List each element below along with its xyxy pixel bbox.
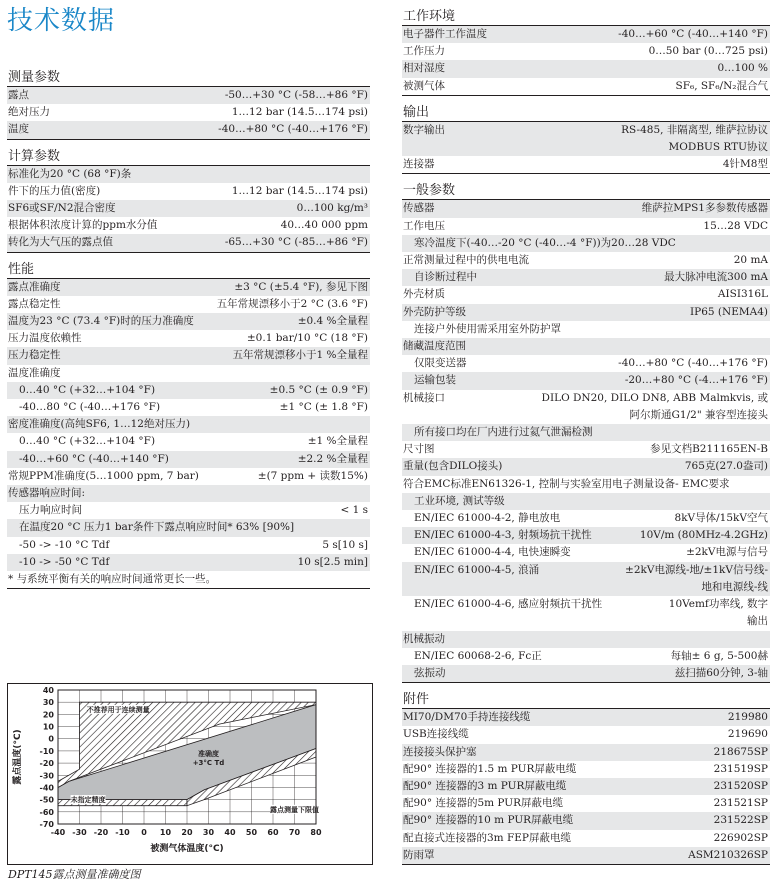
x-tick-label: 30 [202,828,215,837]
spec-label: 绝对压力 [8,106,50,119]
y-tick-label: -20 [39,759,54,769]
section-title: 附件 [402,691,770,709]
spec-value: 0…100 kg/m³ [296,202,368,215]
spec-row [7,468,370,485]
spec-value: 10V/m (80MHz-4.2GHz) [639,529,768,542]
page-title: 技术数据 [7,6,116,36]
spec-value: DILO DN20, DILO DN8, ABB Malmkvis, 或 阿尔斯通G1/2" 兼容型连接头 [541,391,768,421]
spec-label: 防雨罩 [403,848,435,861]
spec-row [7,183,370,200]
spec-row [402,372,770,389]
chart-caption: DPT145露点测量准确度图 [8,868,141,881]
spec-value: 五年常规漂移小于2 °C (3.6 °F) [216,297,368,310]
spec-value: 4针M8型 [722,158,768,171]
y-tick-label: -50 [39,795,54,805]
spec-row [7,451,370,468]
spec-value: -65…+30 °C (-85…+86 °F) [224,236,368,249]
spec-value: 1…12 bar (14.5…174 psi) [231,106,368,119]
spec-label: 仅限变送器 [414,357,467,370]
spec-label: -40…80 °C (-40…+176 °F) [19,401,161,414]
x-tick-label: 70 [288,828,301,837]
spec-row [402,424,770,441]
spec-value: ±0.4 %全量程 [297,315,368,328]
spec-label: 工业环境, 测试等级 [414,494,505,507]
spec-row [7,279,370,296]
spec-row [402,458,770,475]
accuracy-chart-svg [8,684,372,864]
spec-section [402,104,770,175]
spec-value: ±3 °C (±5.4 °F), 参见下图 [234,280,368,293]
spec-label: 正常测量过程中的供电电流 [403,254,529,267]
spec-value: 231519SP [713,762,768,775]
spec-label: EN/IEC 61000-4-5, 浪涌 [414,563,540,576]
spec-label: 密度准确度(高纯SF6, 1…12绝对压力) [8,418,191,431]
spec-label: 机械振动 [403,632,445,645]
section-title: 测量参数 [7,69,370,87]
spec-value: 219690 [727,728,768,741]
spec-label: 露点准确度 [8,280,61,293]
spec-label: 配90° 连接器的10 m PUR屏蔽电缆 [403,814,574,827]
spec-label: 传感器响应时间: [8,487,86,500]
spec-label: 连接户外使用需采用室外防护罩 [414,322,561,335]
spec-row [7,416,370,433]
spec-value: 231520SP [713,779,768,792]
spec-row [7,382,370,399]
spec-label: 0…40 °C (+32…+104 °F) [19,435,156,448]
spec-row [7,121,370,138]
y-tick-label: -60 [39,807,54,817]
section-title: 输出 [402,104,770,122]
spec-value: 最大脉冲电流300 mA [664,271,768,284]
spec-row [402,510,770,527]
spec-label: 运输包装 [414,374,456,387]
spec-label: 露点 [8,89,29,101]
spec-row [7,200,370,217]
spec-row [402,304,770,321]
spec-value: 兹扫描60分钟, 3-轴 [674,666,768,679]
spec-label: 露点稳定性 [8,297,61,310]
spec-label: 外壳材质 [403,288,445,301]
spec-rows [402,709,770,865]
spec-row [402,156,770,173]
spec-row [402,390,770,424]
spec-label: 常规PPM准确度(5…1000 ppm, 7 bar) [8,469,199,482]
spec-value: -40…+60 °C (-40…+140 °F) [618,28,768,40]
spec-row [402,355,770,372]
spec-row [402,648,770,665]
spec-value: ±1 %全量程 [307,435,368,448]
spec-row [402,269,770,286]
spec-row [402,218,770,235]
spec-value: ±0.5 °C (± 0.9 °F) [269,383,368,396]
spec-row [402,78,770,95]
spec-value: -40…+80 °C (-40…+176 °F) [218,123,368,136]
spec-row [7,519,370,536]
spec-row [402,321,770,338]
x-tick-label: -20 [93,828,109,837]
spec-label: SF6或SF/N2混合密度 [8,202,116,215]
spec-label: 配90° 连接器的1.5 m PUR屏蔽电缆 [403,762,577,775]
right-column [402,0,770,873]
spec-label: 重量(包含DILO接头) [403,460,503,473]
spec-value: -40…+80 °C (-40…+176 °F) [618,357,768,370]
spec-section [7,148,370,253]
spec-label: 外壳防护等级 [403,305,466,318]
spec-value: 0…50 bar (0…725 psi) [648,45,768,58]
spec-value: ±0.1 bar/10 °C (18 °F) [246,332,368,345]
spec-value: 5 s[10 s] [322,538,368,551]
spec-row [7,554,370,571]
spec-label: 配90° 连接器的5m PUR屏蔽电缆 [403,797,564,810]
spec-label: 根据体积浓度计算的ppm水分值 [8,219,158,232]
spec-row [7,347,370,364]
spec-row [402,744,770,761]
y-axis-label: 露点温度(°C) [13,729,23,785]
spec-row [402,441,770,458]
spec-value: 五年常规漂移小于1 %全量程 [232,349,368,362]
spec-value: 1…12 bar (14.5…174 psi) [231,184,368,197]
spec-label: 温度为23 °C (73.4 °F)时的压力准确度 [8,315,194,328]
spec-row [402,812,770,829]
spec-label: 转化为大气压的露点值 [8,236,113,249]
spec-value: AISI316L [717,288,768,301]
spec-value: 10 s[2.5 min] [297,555,368,568]
spec-row [7,296,370,313]
left-sections [7,69,370,589]
spec-label: EN/IEC 60068-2-6, Fc正 [414,649,542,662]
region-label: 准确度 [198,749,219,758]
x-tick-label: 60 [267,828,279,837]
spec-rows [7,279,370,590]
spec-label: EN/IEC 61000-4-3, 射频场抗干扰性 [414,529,592,542]
spec-label: 电子器件工作温度 [403,28,487,40]
spec-value: 219980 [727,711,768,724]
region-label: +3°C Td [192,758,225,767]
spec-label: 被测气体 [403,79,445,92]
spec-label: * 与系统平衡有关的响应时间通常更长一些。 [8,573,217,586]
spec-value: 每轴± 6 g, 5-500赫 [670,649,768,662]
spec-row [402,252,770,269]
spec-value: 0…100 % [717,62,768,75]
spec-label: 压力稳定性 [8,349,61,362]
y-tick-label: -10 [39,746,54,756]
spec-row [7,433,370,450]
spec-row [402,795,770,812]
spec-row [7,87,370,104]
spec-row [7,502,370,519]
spec-label: 连接器 [403,158,435,171]
section-title: 工作环境 [402,8,770,26]
spec-value: < 1 s [340,504,368,517]
spec-label: 温度 [8,123,29,136]
region-label: 未指定精度 [70,796,106,805]
spec-label: 弦振动 [414,666,446,679]
x-tick-label: -10 [115,828,130,837]
spec-section [7,261,370,590]
spec-rows [402,122,770,175]
x-tick-label: 80 [310,828,322,837]
spec-row [402,60,770,77]
spec-value: 231522SP [713,814,768,827]
spec-label: -40…+60 °C (-40…+140 °F) [19,452,169,465]
spec-label: EN/IEC 61000-4-4, 电快速瞬变 [414,546,571,559]
region-label: 不推荐用于连续测量 [86,705,150,714]
spec-value: 231521SP [713,797,768,810]
spec-value: -20…+80 °C (-4…+176 °F) [624,374,768,387]
spec-row [7,485,370,502]
spec-value: 10Vemf功率线, 数字 输出 [668,598,768,628]
spec-value: 参见文档B211165EN-B [650,443,768,456]
section-title: 性能 [7,261,370,279]
spec-value: 20 mA [733,254,768,267]
spec-row [402,761,770,778]
spec-row [402,631,770,648]
spec-rows [7,166,370,253]
spec-row [7,537,370,554]
spec-value: 15…28 VDC [703,219,768,232]
section-title: 计算参数 [7,148,370,166]
region-label: 露点测量下限值 [270,805,319,814]
spec-value: ±2kV电源线-地/±1kV信号线- 地和电源线-线 [625,563,768,593]
spec-row [7,365,370,382]
spec-rows [402,26,770,96]
spec-label: USB连接线缆 [403,728,469,741]
spec-row [7,217,370,234]
spec-value: ASM210326SP [688,848,768,861]
spec-label: 0…40 °C (+32…+104 °F) [19,383,156,396]
spec-row [402,562,770,596]
left-column [7,0,370,597]
spec-row [402,527,770,544]
spec-rows [402,200,770,683]
spec-label: 相对湿度 [403,62,445,75]
spec-label: 机械接口 [403,391,445,404]
spec-row [402,778,770,795]
spec-rows [7,87,370,140]
y-tick-label: -40 [39,783,54,793]
spec-label: MI70/DM70手持连接线缆 [403,711,531,724]
x-tick-label: -40 [50,828,66,837]
spec-row [7,166,370,183]
spec-value: ±2kV电源与信号 [686,546,768,559]
spec-value: ±(7 ppm + 读数15%) [257,469,368,482]
spec-label: 压力响应时间 [19,504,82,517]
spec-section [7,69,370,140]
right-sections [402,8,770,865]
spec-section [402,182,770,683]
spec-label: -10 -> -50 °C Tdf [19,555,110,568]
y-tick-label: 0 [48,734,54,744]
spec-row [402,286,770,303]
y-tick-label: -30 [39,771,54,781]
spec-row [402,493,770,510]
spec-label: 配90° 连接器的3 m PUR屏蔽电缆 [403,779,567,792]
spec-value: ±1 °C (± 1.8 °F) [279,401,368,414]
spec-label: -50 -> -10 °C Tdf [19,538,110,551]
spec-label: EN/IEC 61000-4-6, 感应射频抗干扰性 [414,598,603,611]
spec-value: ±2.2 %全量程 [297,452,368,465]
spec-row [7,234,370,251]
spec-value: SF₆, SF₆/N₂混合气 [675,79,768,92]
spec-row [402,338,770,355]
spec-label: 压力温度依赖性 [8,332,82,345]
x-tick-label: 0 [141,828,147,837]
spec-value: 8kV导体/15kV空气 [674,512,768,525]
spec-row [402,43,770,60]
spec-row [7,313,370,330]
spec-label: 工作电压 [403,219,445,232]
x-tick-label: -30 [72,828,87,837]
spec-label: 标准化为20 °C (68 °F)条 [8,167,132,180]
spec-row [402,665,770,682]
section-title: 一般参数 [402,182,770,200]
spec-row [402,235,770,252]
spec-row [402,200,770,217]
spec-row [402,726,770,743]
spec-value: 226902SP [713,831,768,844]
spec-row [402,544,770,561]
spec-row [402,26,770,43]
x-tick-label: 50 [245,828,258,837]
spec-label: 连接接头保护塞 [403,745,477,758]
spec-label: 自诊断过程中 [414,271,477,284]
spec-value: 218675SP [713,745,768,758]
spec-label: 寒冷温度下(-40…-20 °C (-40…-4 °F))为20…28 VDC [414,236,676,249]
spec-row [402,847,770,864]
spec-label: 在温度20 °C 压力1 bar条件下露点响应时间* 63% [90%] [19,521,295,534]
spec-value: -50…+30 °C (-58…+86 °F) [224,89,368,101]
spec-section [402,8,770,96]
spec-value: 765克(27.0盎司) [684,460,768,473]
spec-label: 所有接口均在厂内进行过氦气泄漏检测 [414,426,593,439]
spec-label: 工作压力 [403,45,445,58]
spec-label: 尺寸图 [403,443,435,456]
accuracy-chart [7,683,373,865]
y-tick-label: -70 [39,820,54,829]
x-tick-label: 20 [181,828,193,837]
spec-row [7,104,370,121]
spec-value: 维萨拉MPS1多参数传感器 [641,202,768,215]
spec-label: 温度准确度 [8,366,61,379]
x-axis-label: 被测气体温度(°C) [150,844,224,854]
x-tick-label: 40 [224,828,236,837]
spec-label: EN/IEC 61000-4-2, 静电放电 [414,512,561,525]
spec-label: 传感器 [403,202,435,215]
y-tick-label: 40 [42,686,54,695]
spec-row [7,571,370,588]
y-tick-label: 20 [42,710,54,720]
spec-row [7,330,370,347]
spec-label: 配直接式连接器的3m FEP屏蔽电缆 [403,831,571,844]
spec-label: 数字输出 [403,123,445,136]
spec-label: 符合EMC标准EN61326-1, 控制与实验室用电子测量设备- EMC要求 [403,477,730,490]
y-tick-label: 30 [42,698,54,708]
spec-row [402,476,770,493]
spec-row [7,399,370,416]
spec-value: RS-485, 非隔离型, 维萨拉协议 MODBUS RTU协议 [621,123,768,154]
spec-value: 40…40 000 ppm [280,219,368,232]
spec-label: 件下的压力值(密度) [8,184,101,197]
spec-row [402,709,770,726]
spec-section [402,691,770,865]
x-tick-label: 10 [159,828,172,837]
y-tick-label: 10 [42,722,54,732]
spec-row [402,122,770,156]
spec-value: IP65 (NEMA4) [690,305,768,318]
spec-row [402,830,770,847]
spec-row [402,596,770,630]
spec-label: 储藏温度范围 [403,340,466,353]
